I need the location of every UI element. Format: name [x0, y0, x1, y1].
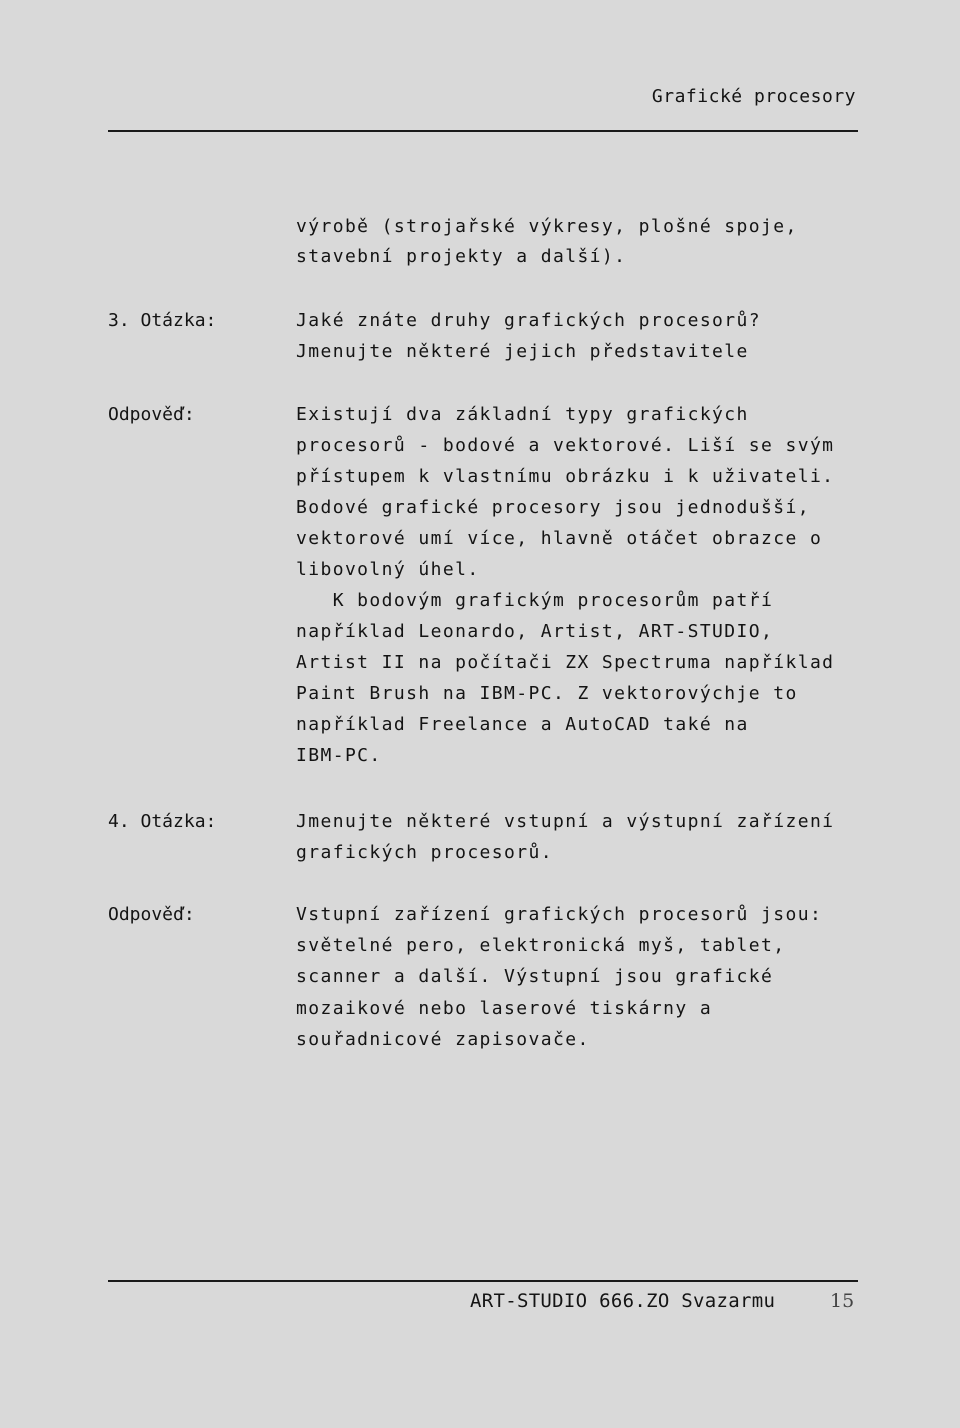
page-header-title: Grafické procesory	[651, 86, 856, 107]
answer-3-line: Paint Brush na IBM-PC. Z vektorovýchje to	[296, 683, 798, 704]
footer-rule	[108, 1280, 858, 1282]
answer-4-label: Odpověď:	[108, 904, 195, 925]
answer-3-line: IBM-PC.	[296, 745, 382, 766]
answer-4-line: Vstupní zařízení grafických procesorů jsou:	[296, 904, 823, 925]
answer-3-line: K bodovým grafickým procesorům patří	[296, 590, 774, 611]
answer-4-line: souřadnicové zapisovače.	[296, 1029, 590, 1050]
header-rule	[108, 130, 858, 132]
answer-3-line: procesorů - bodové a vektorové. Liší se svým	[296, 435, 835, 456]
page-number: 15	[830, 1290, 855, 1312]
answer-3-line: například Freelance a AutoCAD také na	[296, 714, 749, 735]
answer-3-line: libovolný úhel.	[296, 559, 480, 580]
answer-3-line: například Leonardo, Artist, ART-STUDIO,	[296, 621, 774, 642]
answer-3-line: Artist II na počítači ZX Spectruma například	[296, 652, 835, 673]
question-3-label: 3. Otázka:	[108, 310, 217, 331]
answer-3-line: přístupem k vlastnímu obrázku i k uživateli.	[296, 466, 835, 487]
question-4-line: Jmenujte některé vstupní a výstupní zařízení	[296, 811, 835, 832]
answer-3-line: Existují dva základní typy grafických	[296, 404, 749, 425]
answer-4-line: světelné pero, elektronická myš, tablet,	[296, 935, 786, 956]
intro-line: stavební projekty a další).	[296, 246, 627, 267]
question-4-line: grafických procesorů.	[296, 842, 553, 863]
footer-text: ART-STUDIO 666.ZO Svazarmu	[470, 1290, 776, 1312]
intro-line: výrobě (strojařské výkresy, plošné spoje,	[296, 216, 798, 237]
question-3-line: Jmenujte některé jejich představitele	[296, 341, 749, 362]
answer-3-line: Bodové grafické procesory jsou jednodušší,	[296, 497, 810, 518]
question-3-line: Jaké znáte druhy grafických procesorů?	[296, 310, 762, 331]
question-4-label: 4. Otázka:	[108, 811, 217, 832]
answer-4-line: mozaikové nebo laserové tiskárny a	[296, 998, 713, 1019]
answer-3-line: vektorové umí více, hlavně otáčet obrazce o	[296, 528, 823, 549]
answer-3-label: Odpověď:	[108, 404, 195, 425]
answer-4-line: scanner a další. Výstupní jsou grafické	[296, 966, 774, 987]
